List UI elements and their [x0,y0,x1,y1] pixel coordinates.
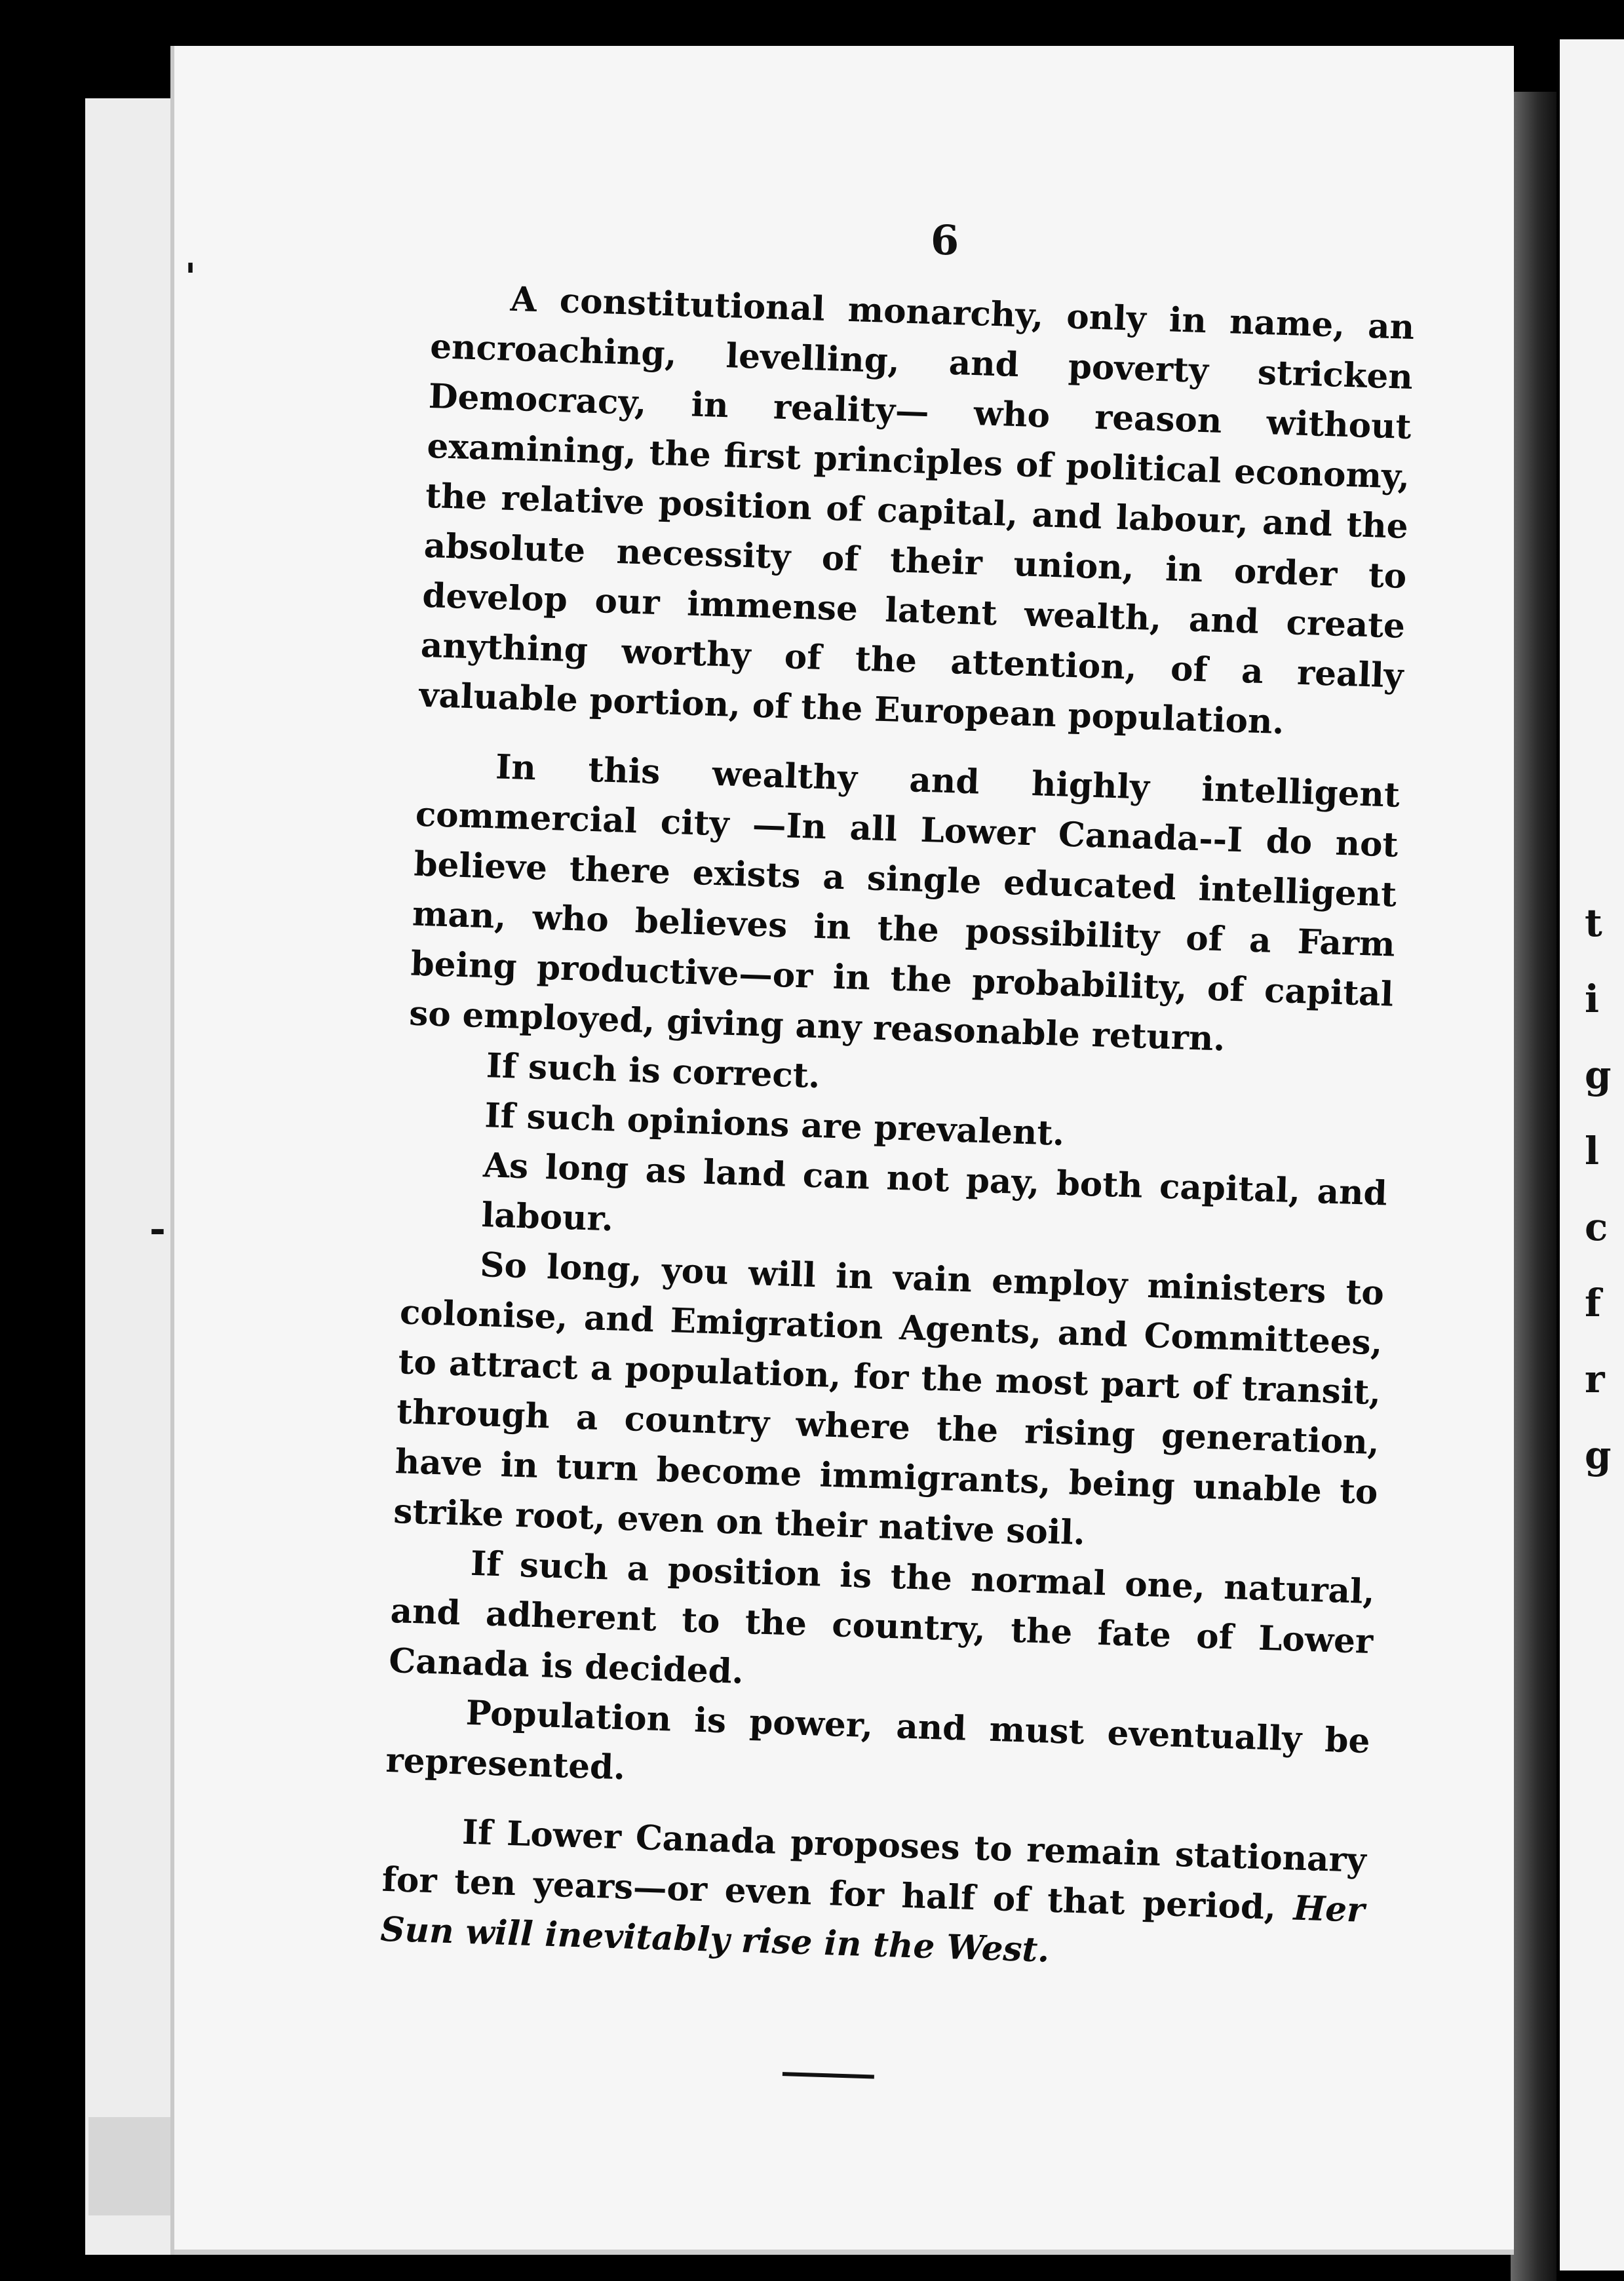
paragraph-5: Population is power, and must eventually be represented. [385,1693,1371,1788]
paragraph-3: So long, you will in vain employ ministers to colonise, and Emigration Agents, and Committees, to attract a population, for the most part of transit, through a country where the rising generation, have in turn become immigrants, being unable to strike root, even on their native soil. [393,1245,1385,1553]
short-line-1: If such is correct. [486,1046,821,1097]
paragraph-2: In this wealthy and highly intelligent commercial city —In all Lower Canada--I do not believe there exists a single educated intelligent man, who believes in the possibility of a Farm being productive—or in the probability, of capital so employed, giving any reasonable return. [408,747,1401,1059]
bleed-letter: l [1585,1129,1600,1173]
margin-mark-dash: - [149,1206,166,1252]
bleed-letter: g [1585,1433,1612,1477]
paragraph-1: A constitutional monarchy, only in name, an encroaching, levelling, and poverty stricken Democracy, in reality— who reason without examining, the first principles of political economy, the relative position of capital, and labour, and the absolute necessity of their union, in order to develop our immense latent wealth, and create anything worthy of the attention, of a really valuable portion, of the European population. [418,279,1416,743]
closing-text: If Lower Canada proposes to remain stationary for ten years—or even for half of that period, [381,1812,1367,1928]
bleed-letter: r [1585,1357,1605,1401]
page-number: 6 [931,216,959,264]
page-gutter-shadow [1511,92,1556,2281]
closing-italic: Her Sun will inevitably rise in the West. [379,1888,1366,1970]
bleed-letter: f [1585,1281,1601,1325]
bleed-letter: t [1585,901,1602,945]
bleed-letter: i [1585,977,1600,1021]
next-page-bleed-letters [1585,885,1624,1493]
short-line-2: If such opinions are prevalent. [484,1096,1066,1154]
paragraph-4: If such a position is the normal one, natural, and adherent to the country, the fate of Lower Canada is decided. [388,1544,1376,1692]
closing-paragraph [379,1805,1366,1985]
next-page-edge [1560,39,1624,2271]
bleed-letter: c [1585,1205,1608,1249]
margin-mark-top: ' [185,256,197,299]
short-line-3: As long as land can not pay, both capital, and labour. [480,1146,1388,1239]
bleed-letter: g [1585,1053,1612,1097]
body-text [376,272,1415,2094]
